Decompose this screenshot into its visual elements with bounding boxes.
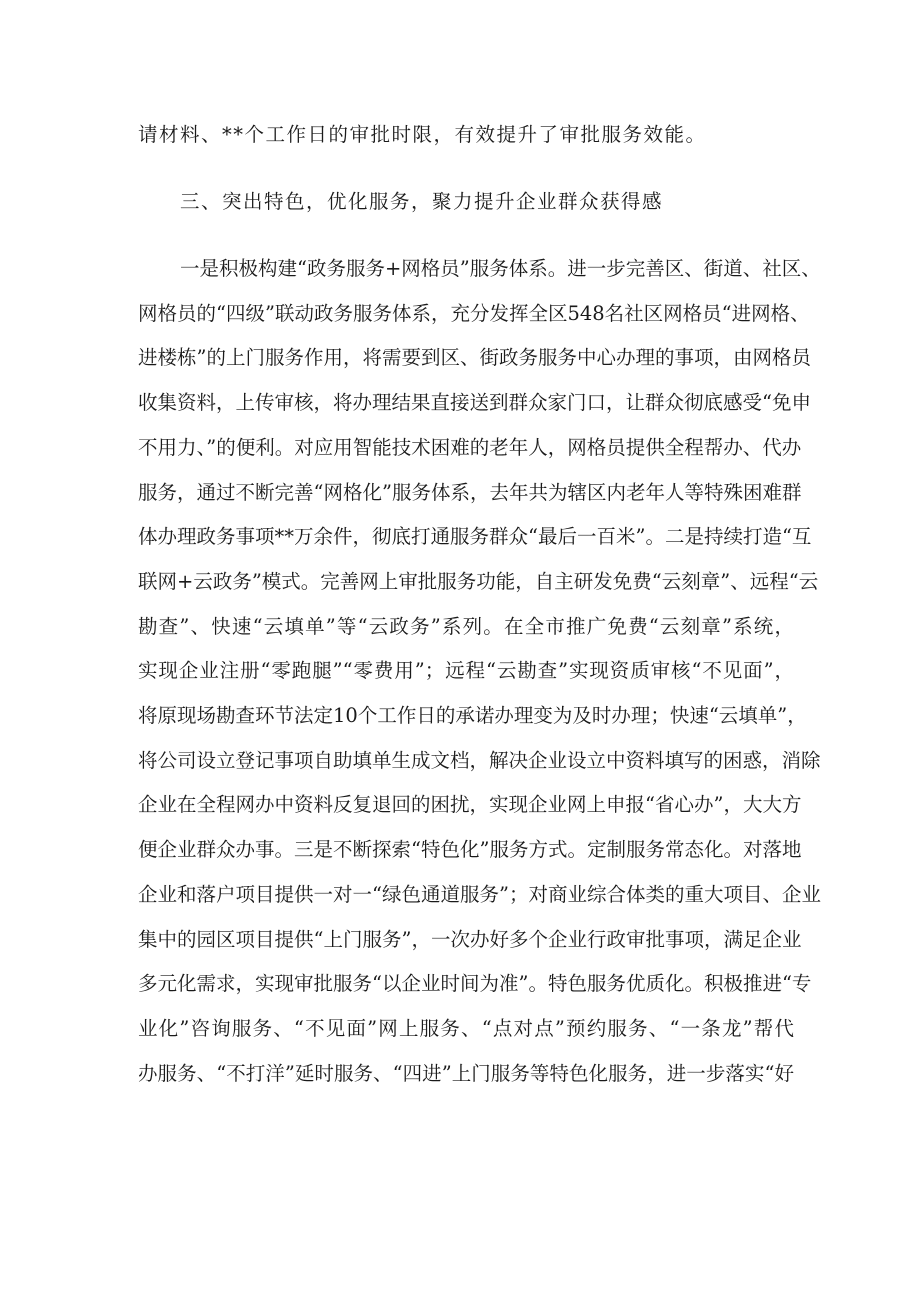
paragraph-line: 企业在全程网办中资料反复退回的困扰，实现企业网上申报“省心办”，大大方: [138, 793, 802, 817]
paragraph-line: 网格员的“四级”联动政务服务体系，充分发挥全区548名社区网格员“进网格、: [138, 301, 810, 325]
paragraph-line: 便企业群众办事。三是不断探索“特色化”服务方式。定制服务常态化。对落地: [138, 838, 802, 862]
paragraph-line: 集中的园区项目提供“上门服务”，一次办好多个企业行政审批事项，满足企业: [138, 927, 802, 951]
paragraph-line: 体办理政务事项**万余件，彻底打通服务群众“最后一百米”。二是持续打造“互: [138, 525, 812, 549]
paragraph-line: 请材料、**个工作日的审批时限，有效提升了审批服务效能。: [138, 123, 707, 146]
paragraph-line: 收集资料，上传审核，将办理结果直接送到群众家门口，让群众彻底感受“免申: [138, 391, 811, 415]
paragraph-line: 业化”咨询服务、“不见面”网上服务、“点对点”预约服务、“一条龙”帮代: [138, 1016, 794, 1040]
paragraph-line: 多元化需求，实现审批服务“以企业时间为准”。特色服务优质化。积极推进“专: [138, 972, 812, 996]
paragraph-line: 实现企业注册“零跑腿”“零费用”；远程“云勘查”实现资质审核“不见面”，: [138, 659, 794, 683]
paragraph-line: 不用力、”的便利。对应用智能技术困难的老年人，网格员提供全程帮办、代办: [138, 435, 802, 459]
paragraph-line: 办服务、“不打洋”延时服务、“四进”上门服务等特色化服务，进一步落实“好: [138, 1061, 794, 1085]
paragraph-line: 服务，通过不断完善“网格化”服务体系，去年共为辖区内老年人等特殊困难群: [138, 480, 802, 504]
section-heading: 三、突出特色，优化服务，聚力提升企业群众获得感: [180, 190, 664, 213]
paragraph-line: 将原现场勘查环节法定10个工作日的承诺办理变为及时办理；快速“云填单”，: [138, 704, 807, 727]
paragraph-line: 将公司设立登记事项自助填单生成文档，解决企业设立中资料填写的困惑，消除: [138, 748, 821, 772]
paragraph-line: 进楼栋”的上门服务作用，将需要到区、街政务服务中心办理的事项，由网格员: [138, 346, 811, 370]
paragraph-line: 一是积极构建“政务服务+网格员”服务体系。进一步完善区、街道、社区、: [180, 257, 821, 280]
paragraph-line: 联网+云政务”模式。完善网上审批服务功能，自主研发免费“云刻章”、远程“云: [138, 569, 819, 593]
paragraph-line: 企业和落户项目提供一对一“绿色通道服务”；对商业综合体类的重大项目、企业: [138, 882, 821, 906]
paragraph-line: 勘查”、快速“云填单”等“云政务”系列。在全市推广免费“云刻章”系统，: [138, 614, 794, 638]
